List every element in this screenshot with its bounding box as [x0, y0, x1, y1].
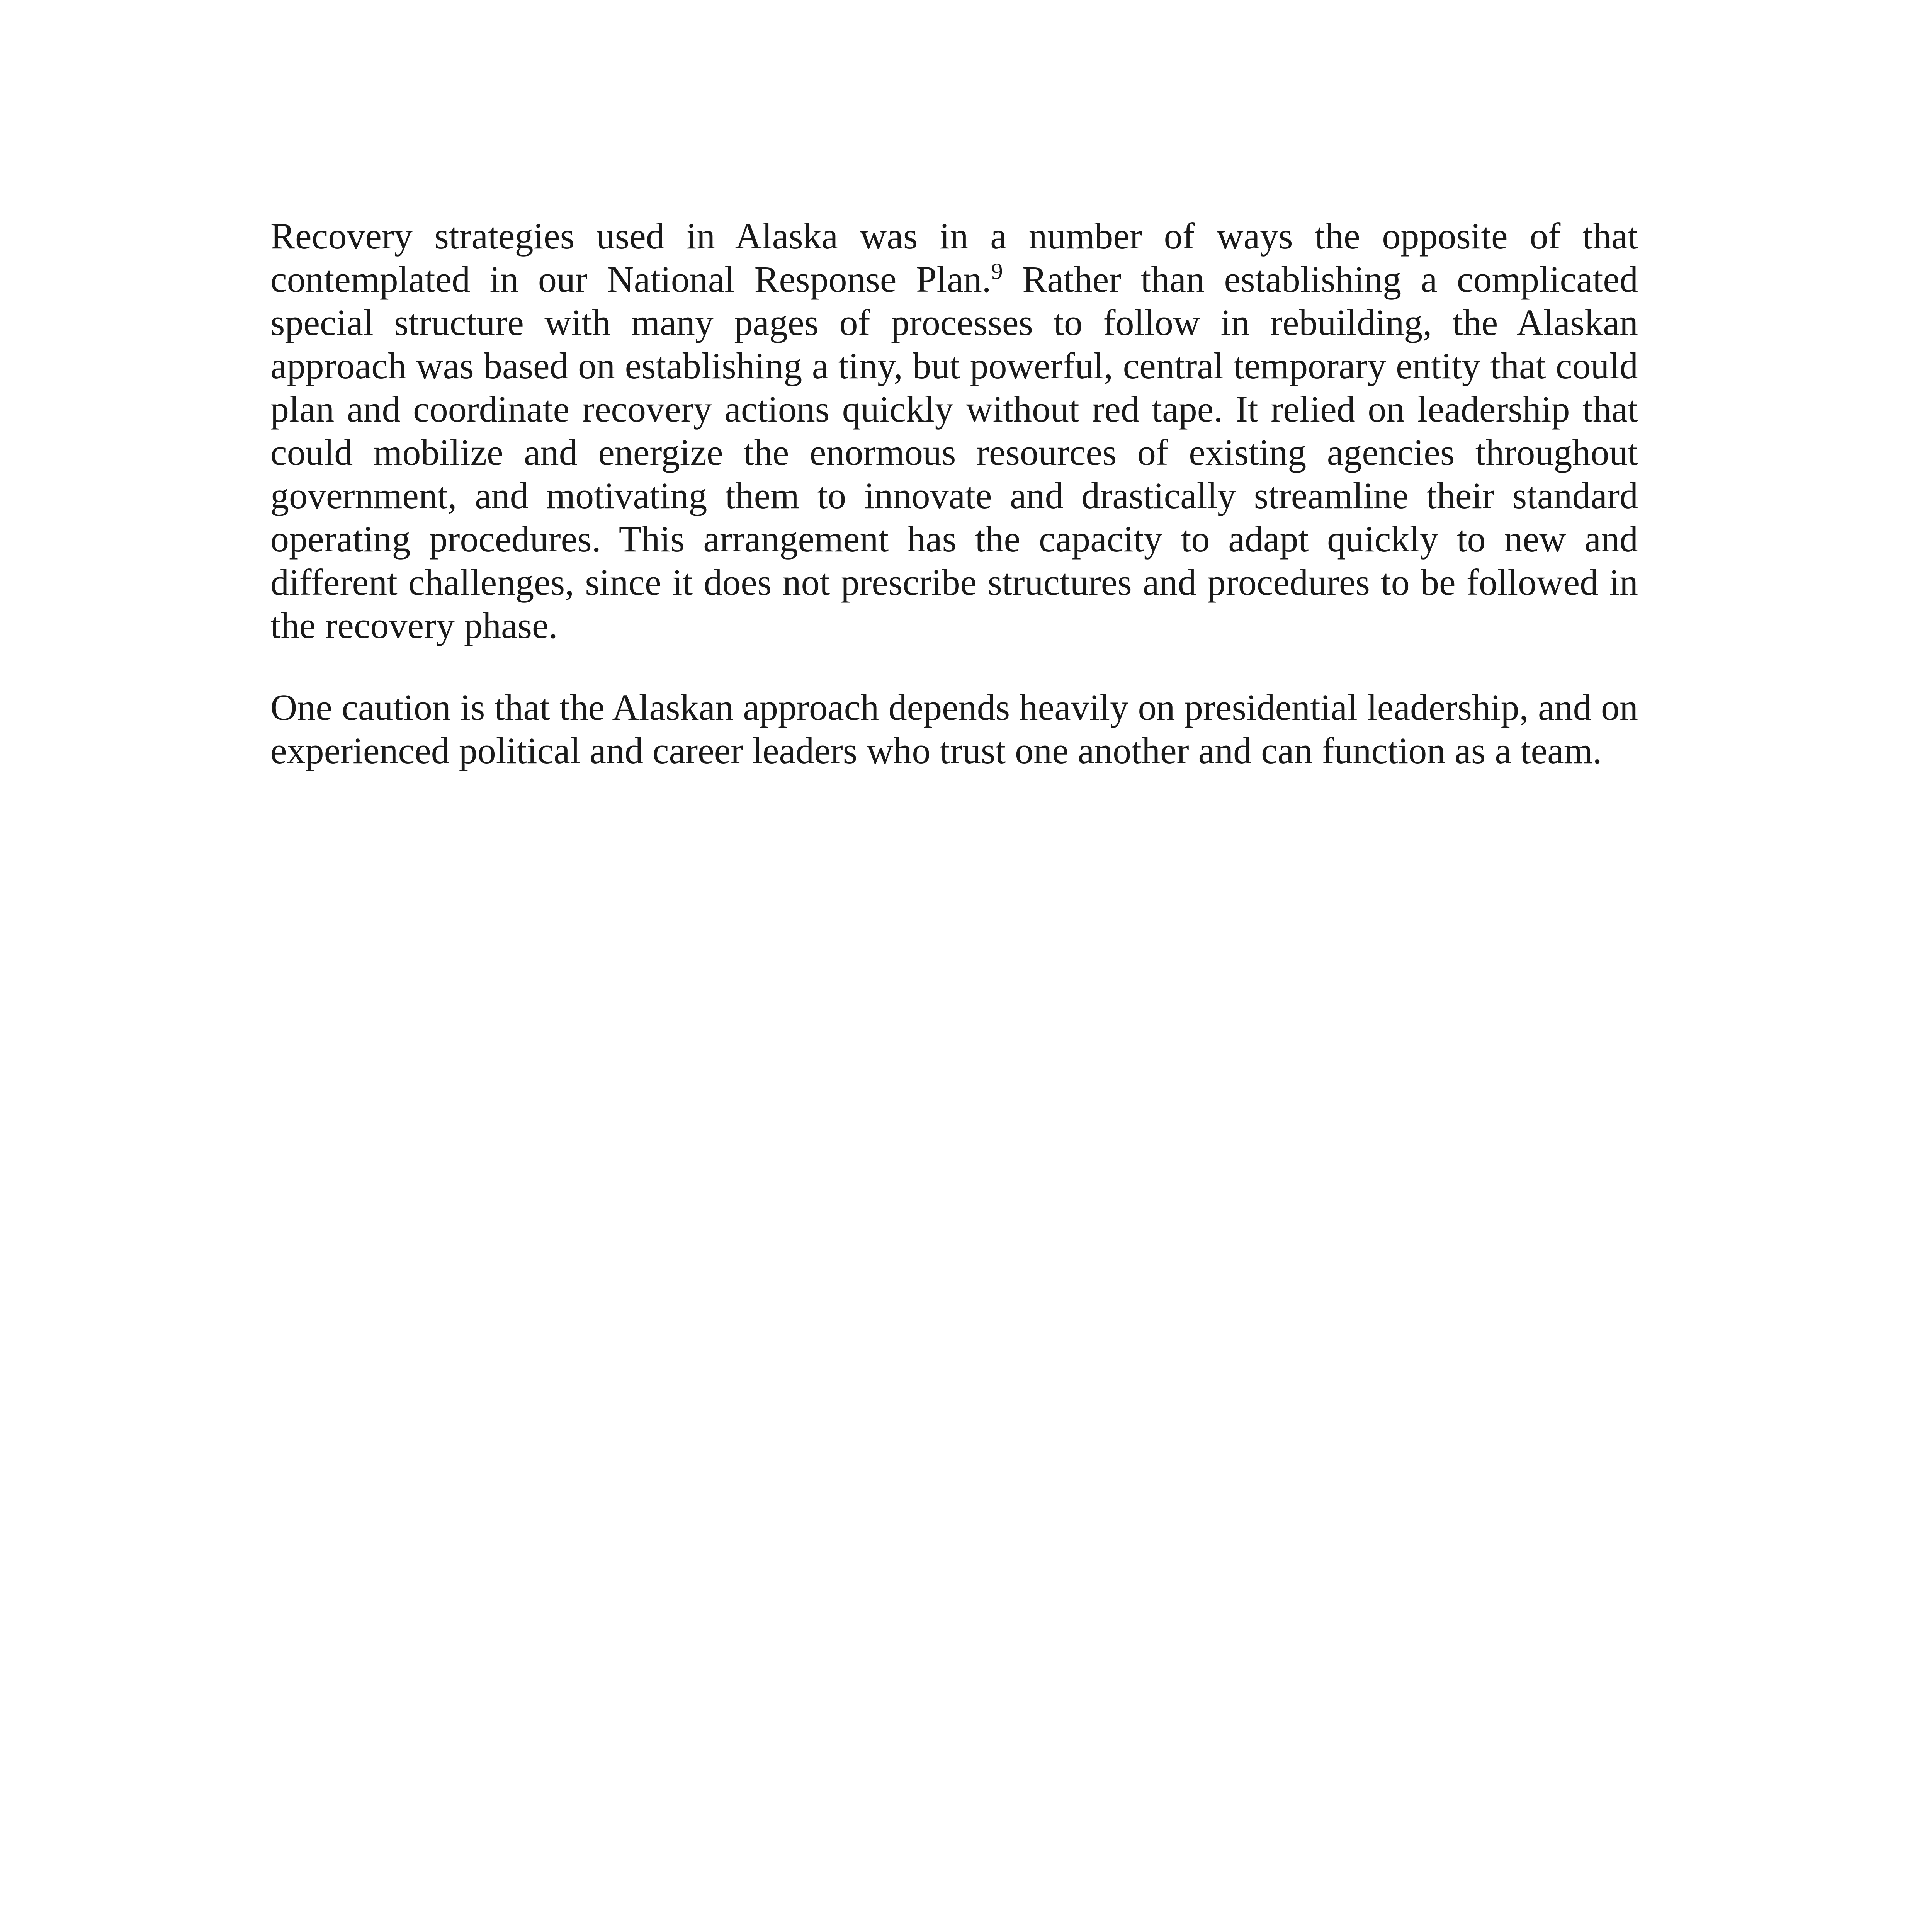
footnote-reference: 9 — [991, 259, 1003, 284]
body-paragraph-2: One caution is that the Alaskan approach depends heavily on presidential leadership, and on experienced political and career leaders who trust one another and can function as a team. — [270, 687, 1638, 771]
paragraph-1-text-start: Recovery strategies used in Alaska was in a number of ways the opposite of that contemplated in our National Response Plan. — [270, 215, 1638, 300]
body-paragraph-1 — [270, 214, 1638, 647]
paragraph-1-text-end: Rather than establishing a complicated special structure with many pages of processes to follow in rebuilding, the Alaskan approach was based on establishing a tiny, but powerful, central temporary entity that could plan and coordinate recovery actions quickly without red tape. It relied on leadership that could mobilize and energize the enormous resources of existing agencies throughout government, and motivating them to innovate and drastically streamline their standard operating procedures. This arrangement has the capacity to adapt quickly to new and different challenges, since it does not prescribe structures and procedures to be followed in the recovery phase. — [270, 259, 1638, 646]
